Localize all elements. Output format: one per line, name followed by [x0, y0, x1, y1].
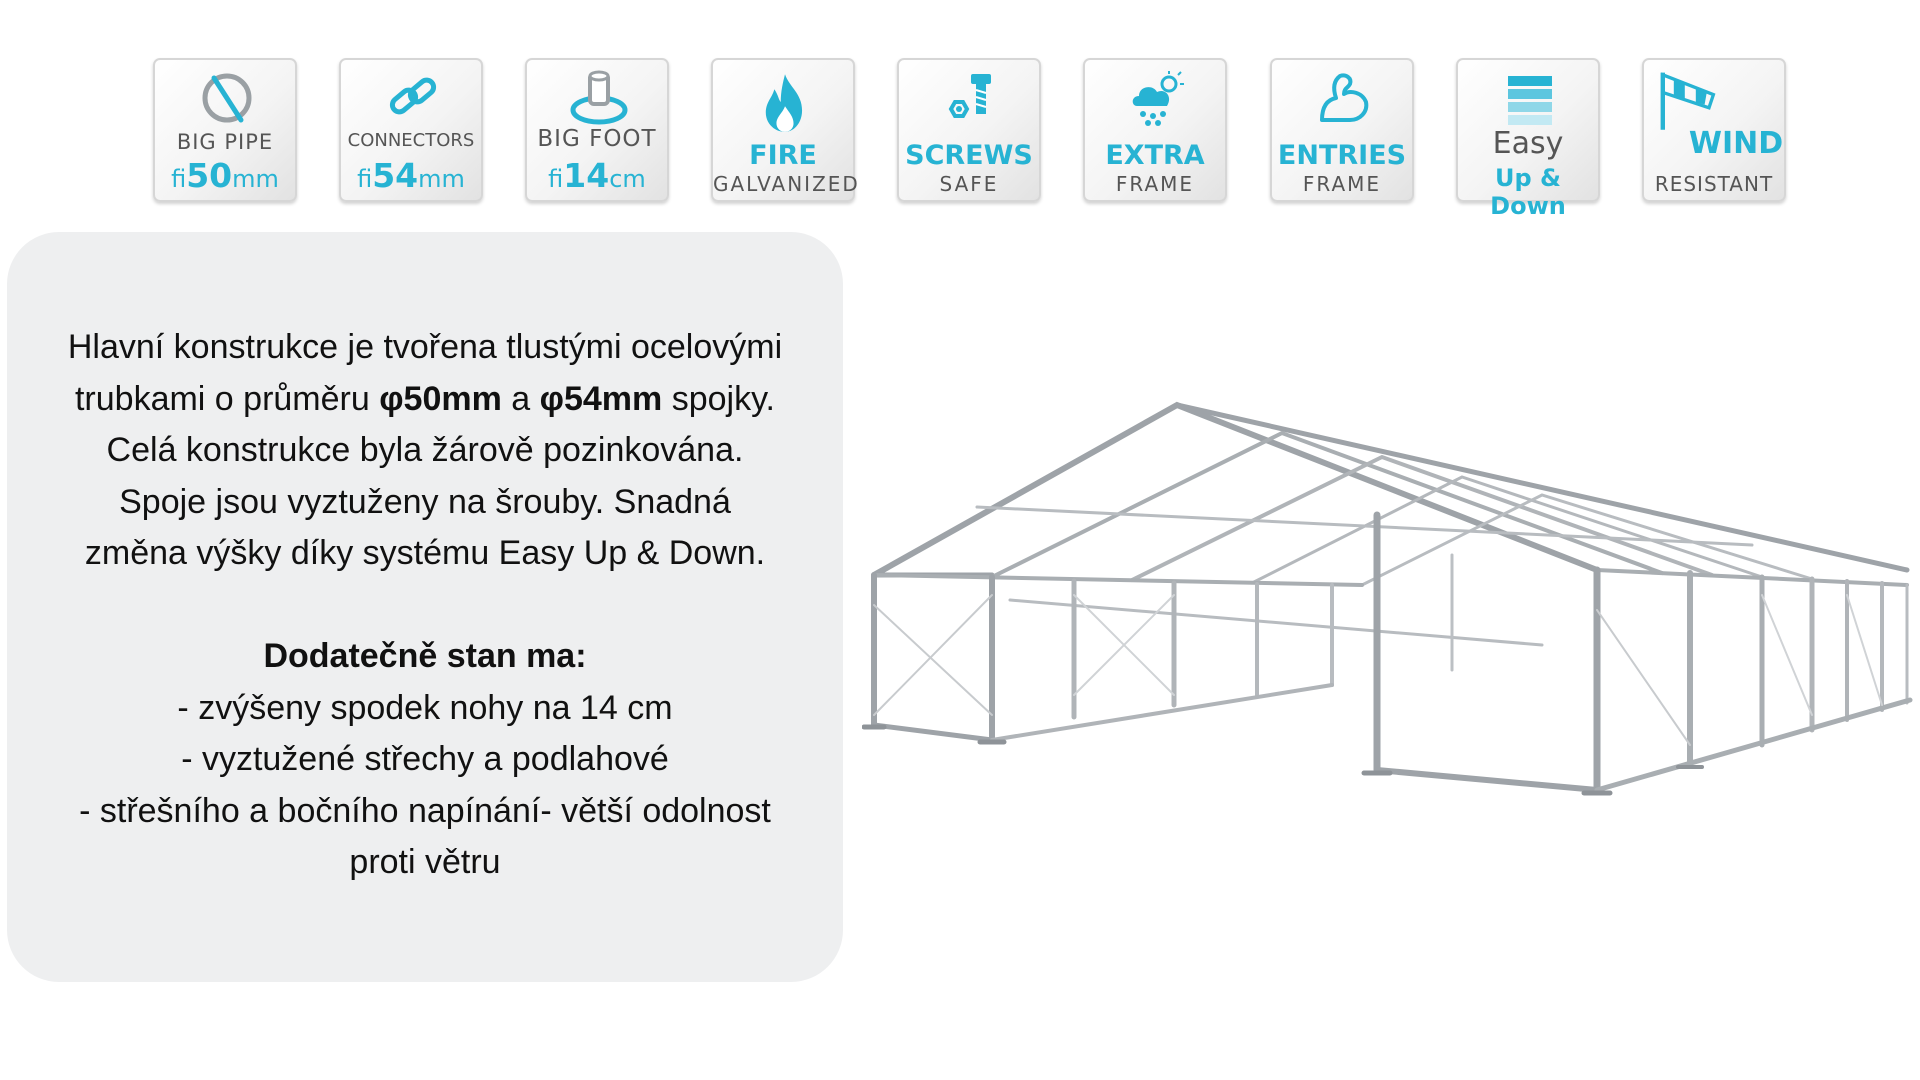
chain-link-icon: [383, 68, 443, 128]
extras-heading: Dodatečně stan ma:: [263, 637, 587, 675]
badge-sublabel: GALVANIZED: [713, 172, 860, 196]
badge-label: ENTRIES: [1277, 140, 1407, 171]
badge-value: fi50mm: [171, 156, 279, 195]
badge-label: CONNECTORS: [347, 130, 475, 151]
foot-plate-icon: [569, 68, 629, 128]
badge-sublabel: RESISTANT: [1654, 172, 1774, 196]
badge-label: EXTRA: [1105, 140, 1205, 171]
badge-entries-frame: [1270, 58, 1414, 202]
badge-screws-safe: [897, 58, 1041, 202]
flexed-arm-icon: [1314, 68, 1374, 128]
badge-sublabel: FRAME: [1302, 172, 1382, 196]
badge-label: SCREWS: [905, 140, 1033, 171]
badge-easy-up-down: [1456, 58, 1600, 220]
description-text: [67, 322, 783, 889]
badge-label: WIND: [1688, 126, 1784, 161]
badge-label: BIG FOOT: [537, 126, 657, 152]
badge-sublabel: FRAME: [1115, 172, 1195, 196]
extras-item: - zvýšeny spodek nohy na 14 cm: [177, 688, 673, 727]
badge-label: FIRE: [749, 140, 817, 171]
pipe-circle-slash-icon: [197, 68, 257, 128]
feature-badges: [153, 58, 1793, 220]
badge-sublabel: SAFE: [939, 172, 999, 196]
badge-label: BIG PIPE: [176, 130, 274, 154]
badge-sublabel: Up & Down: [1490, 164, 1566, 220]
badge-fire-galvanized: [711, 58, 860, 202]
extras-item: - střešního a bočního napínání- větší odolnost proti větru: [79, 791, 771, 881]
badge-value: fi54mm: [357, 156, 465, 195]
description-panel: [7, 232, 843, 982]
flame-icon: [753, 70, 817, 134]
tent-frame-illustration: [862, 395, 1920, 855]
badge-label: Easy: [1492, 126, 1564, 161]
badge-extra-frame: [1083, 58, 1227, 202]
badge-wind-resistant: [1642, 58, 1786, 202]
badge-connectors: [339, 58, 483, 202]
badge-value: fi14cm: [548, 156, 646, 195]
snow-cloud-sun-icon: [1127, 68, 1187, 128]
description-paragraph: Hlavní konstrukce je tvořena tlustými ocelovými trubkami o průměru φ50mm a φ54mm spojky. Celá konstrukce byla žárově pozinkována. Spoje jsou vyztuženy na šrouby. Snadná změna výšky díky systému Easy Up & Down.: [67, 328, 783, 572]
badge-big-pipe: [153, 58, 297, 202]
badge-big-foot: [525, 58, 669, 202]
windsock-icon: [1654, 66, 1720, 132]
stacked-bars-icon: [1500, 72, 1560, 132]
screw-bolt-icon: [941, 68, 1001, 128]
extras-item: - vyztužené střechy a podlahové: [181, 740, 669, 778]
